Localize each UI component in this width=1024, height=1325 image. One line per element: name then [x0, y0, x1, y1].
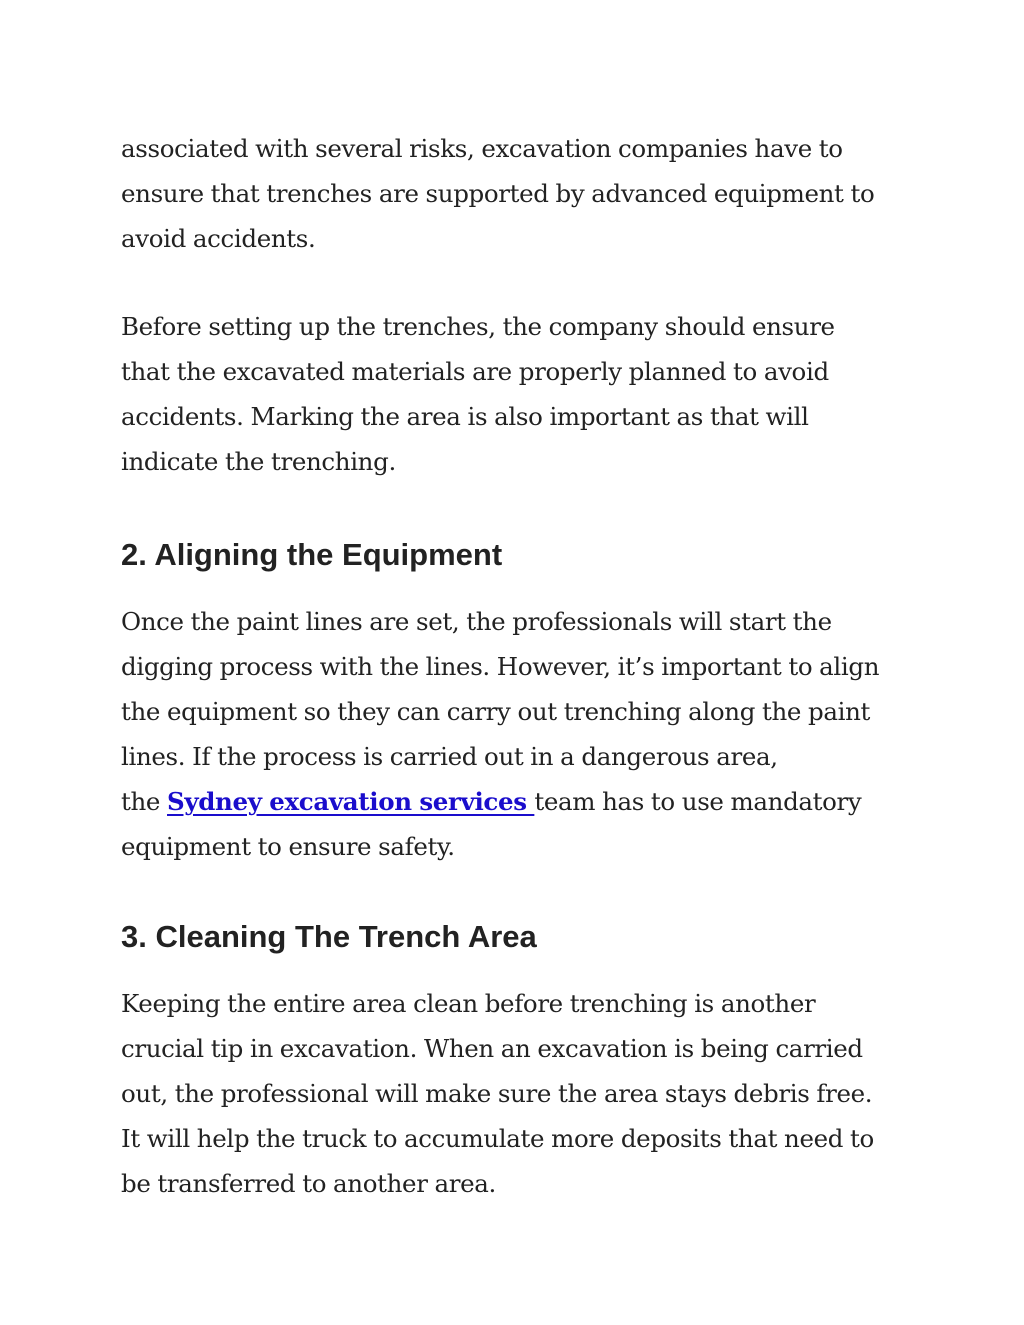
text-line: Once the paint lines are set, the professionals will start the [121, 607, 832, 636]
text-line: out, the professional will make sure the area stays debris free. [121, 1079, 873, 1108]
text-before-link: the [121, 787, 168, 816]
text-line: Before setting up the trenches, the company should ensure [121, 312, 835, 341]
text-line-with-link [121, 779, 921, 824]
paragraph-aligning [121, 599, 921, 869]
text-line: ensure that trenches are supported by advanced equipment to [121, 179, 875, 208]
text-line: that the excavated materials are properly planned to avoid [121, 357, 829, 386]
section-heading-aligning: 2. Aligning the Equipment [121, 537, 503, 572]
text-line: be transferred to another area. [121, 1169, 496, 1198]
paragraph-before-trenches [121, 304, 921, 484]
text-line: avoid accidents. [121, 224, 316, 253]
text-line: lines. If the process is carried out in a dangerous area, [121, 742, 778, 771]
text-line: digging process with the lines. However, it’s important to align [121, 652, 880, 681]
text-line: accidents. Marking the area is also important as that will [121, 402, 809, 431]
text-line: It will help the truck to accumulate more deposits that need to [121, 1124, 874, 1153]
section-heading-cleaning: 3. Cleaning The Trench Area [121, 919, 537, 954]
paragraph-risks [121, 126, 921, 261]
text-line: Keeping the entire area clean before trenching is another [121, 989, 816, 1018]
text-line: the equipment so they can carry out trenching along the paint [121, 697, 871, 726]
paragraph-cleaning [121, 981, 921, 1206]
sydney-excavation-services-link[interactable]: Sydney excavation services [167, 787, 535, 816]
article-body [121, 126, 921, 1206]
text-line: indicate the trenching. [121, 447, 396, 476]
text-line: associated with several risks, excavation companies have to [121, 134, 843, 163]
text-after-link: team has to use mandatory [534, 787, 862, 816]
text-line: equipment to ensure safety. [121, 832, 455, 861]
text-line: crucial tip in excavation. When an excavation is being carried [121, 1034, 863, 1063]
